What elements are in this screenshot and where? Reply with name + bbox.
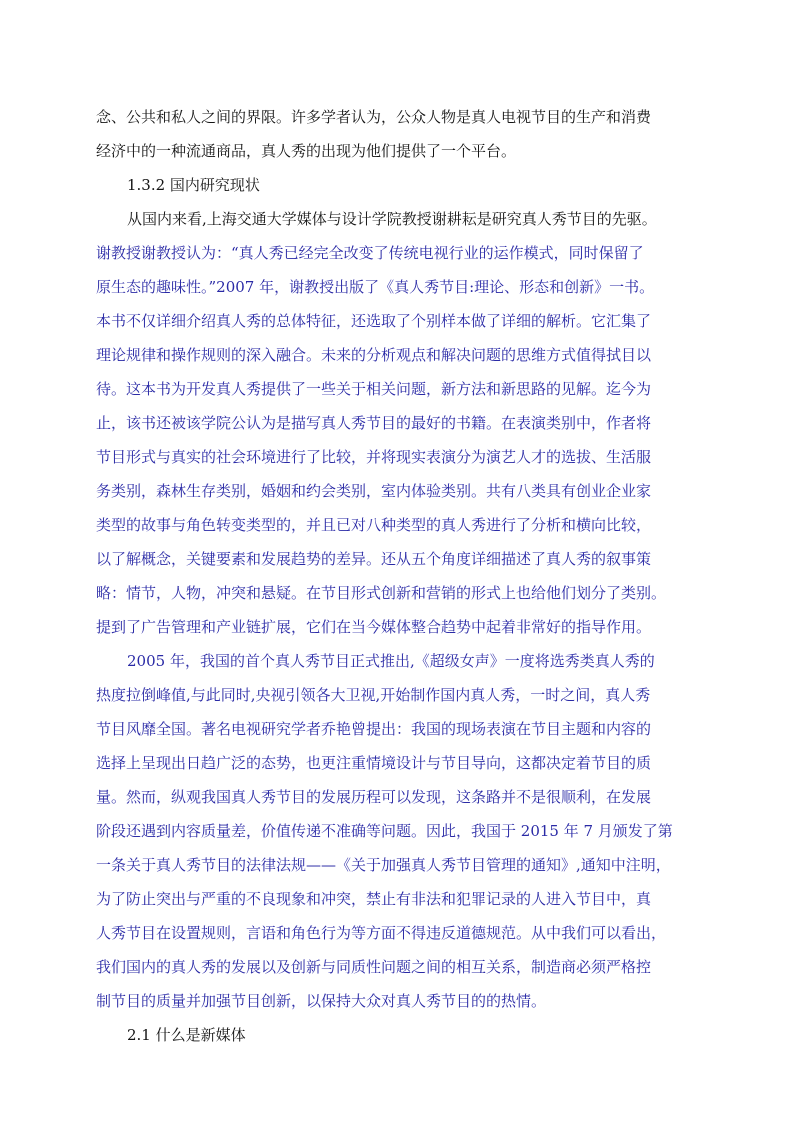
paragraph-line-27: 制节目的质量并加强节目创新，以保持大众对真人秀节目的的热情。 [96,992,547,1010]
paragraph-line-19: 节目风靡全国。著名电视研究学者乔艳曾提出：我国的现场表演在节目主题和内容的 [96,720,652,738]
paragraph-line-22: 阶段还遇到内容质量差，价值传递不准确等问题。因此，我国于 2015 年 7 月颁发了第 [96,822,673,840]
paragraph-line-23: 一条关于真人秀节目的法律法规——《关于加强真人秀节目管理的通知》,通知中注明， [96,856,671,874]
paragraph-line-15: 略：情节，人物，冲突和悬疑。在节目形式创新和营销的形式上也给他们划分了类别。 [96,584,667,602]
paragraph-line-14: 以了解概念，关键要素和发展趋势的差异。还从五个角度详细描述了真人秀的叙事策 [96,550,652,568]
paragraph-line-17: 2005 年，我国的首个真人秀节目正式推出,《超级女声》一度将选秀类真人秀的 [127,652,655,670]
paragraph-line-11: 节目形式与真实的社会环境进行了比较，并将现实表演分为演艺人才的选拔、生活服 [96,448,652,466]
paragraph-line-6: 原生态的趣味性。”2007 年，谢教授出版了《真人秀节目:理论、形态和创新》一书。 [96,278,655,296]
paragraph-line-21: 量。然而，纵观我国真人秀节目的发展历程可以发现，这条路并不是很顺利，在发展 [96,788,652,806]
paragraph-line-8: 理论规律和操作规则的深入融合。未来的分析观点和解决问题的思维方式值得拭目以 [96,346,652,364]
paragraph-line-16: 提到了广告管理和产业链扩展，它们在当今媒体整合趋势中起着非常好的指导作用。 [96,618,652,636]
paragraph-line-26: 我们国内的真人秀的发展以及创新与同质性问题之间的相互关系，制造商必须严格控 [96,958,652,976]
paragraph-line-24: 为了防止突出与严重的不良现象和冲突，禁止有非法和犯罪记录的人进入节目中，真 [96,890,652,908]
paragraph-line-4: 从国内来看,上海交通大学媒体与设计学院教授谢耕耘是研究真人秀节目的先驱。 [127,210,657,228]
paragraph-line-20: 选择上呈现出日趋广泛的态势，也更注重情境设计与节目导向，这都决定着节目的质 [96,754,652,772]
paragraph-line-18: 热度拉倒峰值,与此同时,央视引领各大卫视,开始制作国内真人秀，一时之间，真人秀 [96,686,651,704]
paragraph-line-2: 经济中的一种流通商品，真人秀的出现为他们提供了一个平台。 [96,142,517,160]
paragraph-line-7: 本书不仅详细介绍真人秀的总体特征，还选取了个别样本做了详细的解析。它汇集了 [96,312,652,330]
paragraph-line-12: 务类别，森林生存类别，婚姻和约会类别，室内体验类别。共有八类具有创业企业家 [96,482,652,500]
section-heading-2-1: 2.1 什么是新媒体 [127,1026,246,1044]
paragraph-line-1: 念、公共和私人之间的界限。许多学者认为，公众人物是真人电视节目的生产和消费 [96,108,652,126]
paragraph-line-13: 类型的故事与角色转变类型的，并且已对八种类型的真人秀进行了分析和横向比较， [96,516,652,534]
paragraph-line-5: 谢教授谢教授认为：“真人秀已经完全改变了传统电视行业的运作模式，同时保留了 [96,244,644,262]
section-heading-1-3-2: 1.3.2 国内研究现状 [127,176,260,194]
paragraph-line-25: 人秀节目在设置规则，言语和角色行为等方面不得违反道德规范。从中我们可以看出， [96,924,667,942]
paragraph-line-10: 止，该书还被该学院公认为是描写真人秀节目的最好的书籍。在表演类别中，作者将 [96,414,652,432]
paragraph-line-9: 待。这本书为开发真人秀提供了一些关于相关问题，新方法和新思路的见解。迄今为 [96,380,652,398]
